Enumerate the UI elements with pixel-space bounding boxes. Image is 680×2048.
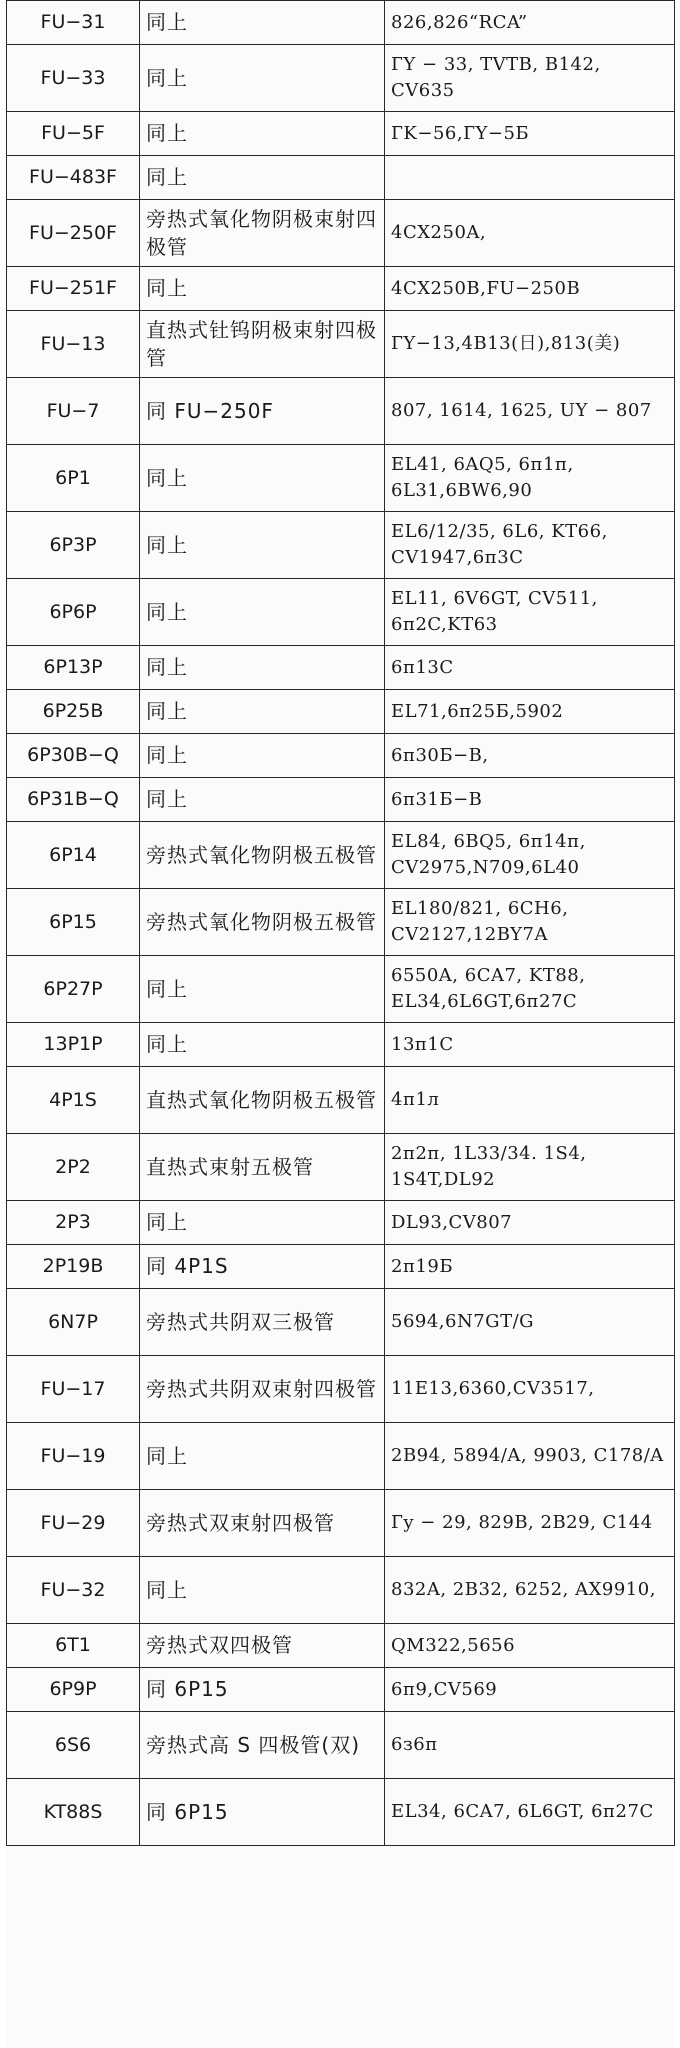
tube-description-cell: 旁热式共阴双三极管 — [140, 1289, 385, 1356]
table-row — [7, 1557, 675, 1624]
tube-equivalents-cell: 11E13,6360,CV3517, — [385, 1356, 675, 1423]
tube-model-cell: 6P25B — [7, 690, 140, 734]
table-row — [7, 778, 675, 822]
table-row — [7, 1201, 675, 1245]
tube-equivalents-cell: 6550A, 6CA7, KT88, EL34,6L6GT,6п27C — [385, 956, 675, 1023]
table-body — [7, 1, 675, 1846]
tube-equivalents-cell: DL93,CV807 — [385, 1201, 675, 1245]
tube-description-cell: 旁热式氧化物阴极五极管 — [140, 822, 385, 889]
tube-model-cell: 13P1P — [7, 1023, 140, 1067]
tube-description-cell: 同上 — [140, 579, 385, 646]
tube-equivalents-cell: 6п30Б−B, — [385, 734, 675, 778]
tube-equivalents-cell: 826,826“RCA” — [385, 1, 675, 45]
table-row — [7, 156, 675, 200]
tube-description-cell: 直热式钍钨阴极束射四极管 — [140, 311, 385, 378]
table-row — [7, 579, 675, 646]
tube-description-cell: 同上 — [140, 445, 385, 512]
tube-model-cell: 6P3P — [7, 512, 140, 579]
tube-equivalents-cell: QM322,5656 — [385, 1624, 675, 1668]
tube-model-cell: 4P1S — [7, 1067, 140, 1134]
tube-equivalents-cell: Гy − 29, 829B, 2B29, C144 — [385, 1490, 675, 1557]
table-row — [7, 1356, 675, 1423]
tube-model-cell: 6T1 — [7, 1624, 140, 1668]
tube-equivalents-cell: EL11, 6V6GT, CV511, 6п2C,KT63 — [385, 579, 675, 646]
tube-model-cell: 6P9P — [7, 1668, 140, 1712]
tube-description-cell: 同上 — [140, 112, 385, 156]
tube-model-cell: FU−17 — [7, 1356, 140, 1423]
tube-equivalents-table — [6, 0, 675, 1846]
tube-equivalents-cell: 832A, 2B32, 6252, AX9910, — [385, 1557, 675, 1624]
table-row — [7, 1023, 675, 1067]
tube-description-cell: 同 FU−250F — [140, 378, 385, 445]
table-row — [7, 267, 675, 311]
tube-equivalents-cell: 2п2п, 1L33/34. 1S4, 1S4T,DL92 — [385, 1134, 675, 1201]
tube-equivalents-cell: 6з6п — [385, 1712, 675, 1779]
tube-description-cell: 同上 — [140, 1423, 385, 1490]
tube-model-cell: 6P30B−Q — [7, 734, 140, 778]
tube-model-cell: 6P1 — [7, 445, 140, 512]
tube-description-cell: 同上 — [140, 778, 385, 822]
tube-description-cell: 同上 — [140, 1, 385, 45]
table-row — [7, 1624, 675, 1668]
tube-model-cell: FU−19 — [7, 1423, 140, 1490]
table-row — [7, 734, 675, 778]
tube-description-cell: 同上 — [140, 1557, 385, 1624]
tube-model-cell: FU−250F — [7, 200, 140, 267]
tube-model-cell: 2P3 — [7, 1201, 140, 1245]
tube-model-cell: 6N7P — [7, 1289, 140, 1356]
tube-equivalents-cell: ГK−56,ГY−5Б — [385, 112, 675, 156]
tube-description-cell: 同上 — [140, 156, 385, 200]
tube-model-cell: 6P27P — [7, 956, 140, 1023]
tube-model-cell: FU−31 — [7, 1, 140, 45]
tube-description-cell: 同上 — [140, 646, 385, 690]
tube-description-cell: 旁热式高 S 四极管(双) — [140, 1712, 385, 1779]
tube-description-cell: 同上 — [140, 512, 385, 579]
tube-model-cell: KT88S — [7, 1779, 140, 1846]
tube-equivalents-cell: 6п31Б−B — [385, 778, 675, 822]
table-row — [7, 445, 675, 512]
tube-model-cell: FU−251F — [7, 267, 140, 311]
table-row — [7, 1668, 675, 1712]
tube-description-cell: 旁热式氧化物阴极束射四极管 — [140, 200, 385, 267]
tube-equivalents-cell: 4CX250B,FU−250B — [385, 267, 675, 311]
tube-equivalents-cell: 2B94, 5894/A, 9903, C178/A — [385, 1423, 675, 1490]
table-row — [7, 646, 675, 690]
tube-description-cell: 同上 — [140, 1201, 385, 1245]
tube-model-cell: 2P2 — [7, 1134, 140, 1201]
table-row — [7, 512, 675, 579]
tube-model-cell: 2P19B — [7, 1245, 140, 1289]
tube-equivalents-cell: 4CX250A, — [385, 200, 675, 267]
table-row — [7, 822, 675, 889]
table-row — [7, 1245, 675, 1289]
table-row — [7, 956, 675, 1023]
table-row — [7, 1, 675, 45]
tube-description-cell: 直热式束射五极管 — [140, 1134, 385, 1201]
table-row — [7, 1423, 675, 1490]
tube-model-cell: FU−33 — [7, 45, 140, 112]
tube-equivalents-cell: 5694,6N7GT/G — [385, 1289, 675, 1356]
table-row — [7, 1134, 675, 1201]
table-row — [7, 112, 675, 156]
tube-model-cell: FU−5F — [7, 112, 140, 156]
tube-equivalents-cell: 807, 1614, 1625, UY − 807 — [385, 378, 675, 445]
tube-description-cell: 同上 — [140, 690, 385, 734]
tube-equivalents-cell: ГY−13,4B13(日),813(美) — [385, 311, 675, 378]
tube-description-cell: 直热式氧化物阴极五极管 — [140, 1067, 385, 1134]
tube-equivalents-cell: EL84, 6BQ5, 6п14п, CV2975,N709,6L40 — [385, 822, 675, 889]
tube-description-cell: 旁热式双束射四极管 — [140, 1490, 385, 1557]
tube-equivalents-cell: 4п1л — [385, 1067, 675, 1134]
tube-equivalents-cell: ГY − 33, TVTB, B142, CV635 — [385, 45, 675, 112]
tube-equivalents-cell: EL180/821, 6CH6, CV2127,12BY7A — [385, 889, 675, 956]
tube-model-cell: FU−32 — [7, 1557, 140, 1624]
tube-description-cell: 旁热式双四极管 — [140, 1624, 385, 1668]
table-row — [7, 690, 675, 734]
tube-equivalents-cell: 2п19Б — [385, 1245, 675, 1289]
tube-model-cell: 6P6P — [7, 579, 140, 646]
tube-model-cell: FU−7 — [7, 378, 140, 445]
tube-model-cell: FU−483F — [7, 156, 140, 200]
tube-description-cell: 同 4P1S — [140, 1245, 385, 1289]
table-row — [7, 1712, 675, 1779]
tube-model-cell: 6S6 — [7, 1712, 140, 1779]
tube-equivalents-cell: EL41, 6AQ5, 6п1п, 6L31,6BW6,90 — [385, 445, 675, 512]
tube-description-cell: 同上 — [140, 734, 385, 778]
tube-model-cell: FU−13 — [7, 311, 140, 378]
tube-model-cell: 6P13P — [7, 646, 140, 690]
tube-equivalents-cell: 13п1C — [385, 1023, 675, 1067]
tube-model-cell: 6P14 — [7, 822, 140, 889]
tube-description-cell: 旁热式氧化物阴极五极管 — [140, 889, 385, 956]
tube-equivalents-cell: EL6/12/35, 6L6, KT66, CV1947,6п3C — [385, 512, 675, 579]
table-row — [7, 1067, 675, 1134]
table-row — [7, 311, 675, 378]
tube-model-cell: FU−29 — [7, 1490, 140, 1557]
tube-description-cell: 同上 — [140, 956, 385, 1023]
tube-model-cell: 6P15 — [7, 889, 140, 956]
tube-description-cell: 同上 — [140, 267, 385, 311]
tube-description-cell: 旁热式共阴双束射四极管 — [140, 1356, 385, 1423]
tube-equivalents-cell: EL71,6п25Б,5902 — [385, 690, 675, 734]
tube-description-cell: 同 6P15 — [140, 1668, 385, 1712]
table-row — [7, 1779, 675, 1846]
tube-description-cell: 同上 — [140, 1023, 385, 1067]
table-row — [7, 1490, 675, 1557]
tube-model-cell: 6P31B−Q — [7, 778, 140, 822]
tube-equivalents-cell — [385, 156, 675, 200]
tube-description-cell: 同上 — [140, 45, 385, 112]
table-row — [7, 45, 675, 112]
table-row — [7, 200, 675, 267]
table-row — [7, 378, 675, 445]
table-row — [7, 889, 675, 956]
table-row — [7, 1289, 675, 1356]
tube-equivalents-cell: EL34, 6CA7, 6L6GT, 6п27C — [385, 1779, 675, 1846]
tube-description-cell: 同 6P15 — [140, 1779, 385, 1846]
tube-equivalents-cell: 6п9,CV569 — [385, 1668, 675, 1712]
tube-equivalents-cell: 6п13C — [385, 646, 675, 690]
document-page — [6, 0, 674, 2048]
